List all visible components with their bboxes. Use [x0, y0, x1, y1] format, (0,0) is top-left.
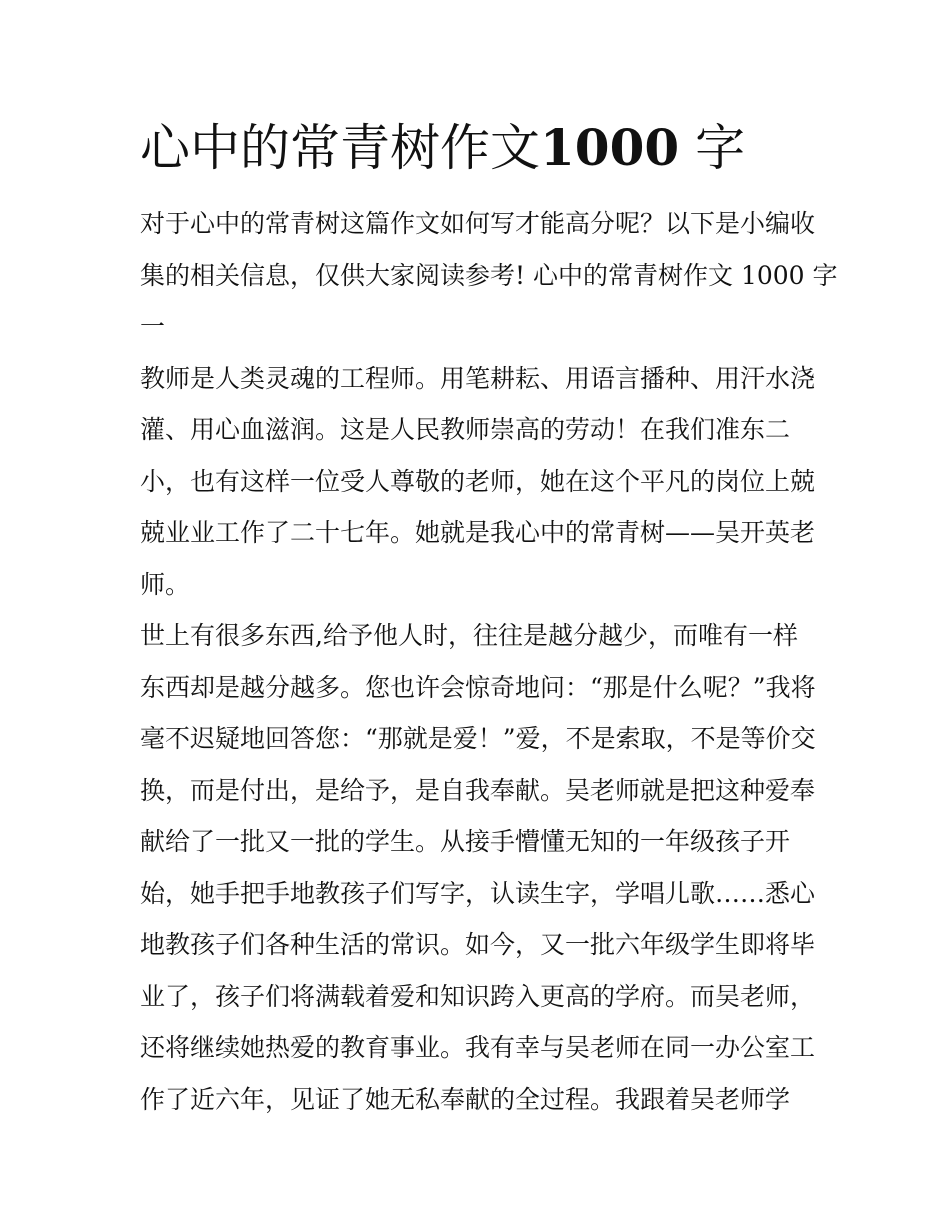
title-main: 心中的常青树作文: [140, 119, 540, 177]
text-line-10: 东西却是越分越多。您也许会惊奇地问：“那是什么呢？”我将: [140, 672, 816, 702]
text-line-8: 师。: [140, 569, 191, 599]
title-number: 1000: [540, 118, 680, 177]
text-line-5: 灌、用心血滋润。这是人民教师崇高的劳动！在我们准东二: [140, 415, 791, 444]
text-line-17: 还将继续她热爱的教育事业。我有幸与吴老师在同一办公室工: [140, 1033, 816, 1062]
text-line-15: 地教孩子们各种生活的常识。如今，又一批六年级学生即将毕: [140, 930, 816, 959]
article-body: [140, 198, 838, 1125]
text-line-3: 一: [140, 312, 166, 341]
text-line-13: 献给了一批又一批的学生。从接手懵懂无知的一年级孩子开: [140, 827, 791, 856]
text-line-2: 集的相关信息，仅供大家阅读参考! 心中的常青树作文 1000 字: [140, 260, 838, 290]
text-line-11: 毫不迟疑地回答您：“那就是爱！”爱，不是索取，不是等价交: [140, 724, 816, 753]
text-line-1: 对于心中的常青树这篇作文如何写才能高分呢？以下是小编收: [140, 209, 816, 238]
text-line-4: 教师是人类灵魂的工程师。用笔耕耘、用语言播种、用汗水浇: [140, 363, 816, 393]
text-line-7: 兢业业工作了二十七年。她就是我心中的常青树——吴开英老: [140, 518, 816, 547]
title-suffix: 字: [679, 119, 746, 177]
page-title: [140, 116, 840, 180]
text-line-16: 业了，孩子们将满载着爱和知识跨入更高的学府。而吴老师，: [140, 981, 816, 1011]
text-line-6: 小，也有这样一位受人尊敬的老师，她在这个平凡的岗位上兢: [140, 466, 816, 496]
text-line-14: 始，她手把手地教孩子们写字，认读生字，学唱儿歌……悉心: [140, 878, 816, 908]
text-line-9: 世上有很多东西,给予他人时，往往是越分越少，而唯有一样: [140, 621, 798, 650]
text-line-12: 换，而是付出，是给予，是自我奉献。吴老师就是把这种爱奉: [140, 775, 816, 805]
text-line-18: 作了近六年，见证了她无私奉献的全过程。我跟着吴老师学: [140, 1084, 791, 1114]
